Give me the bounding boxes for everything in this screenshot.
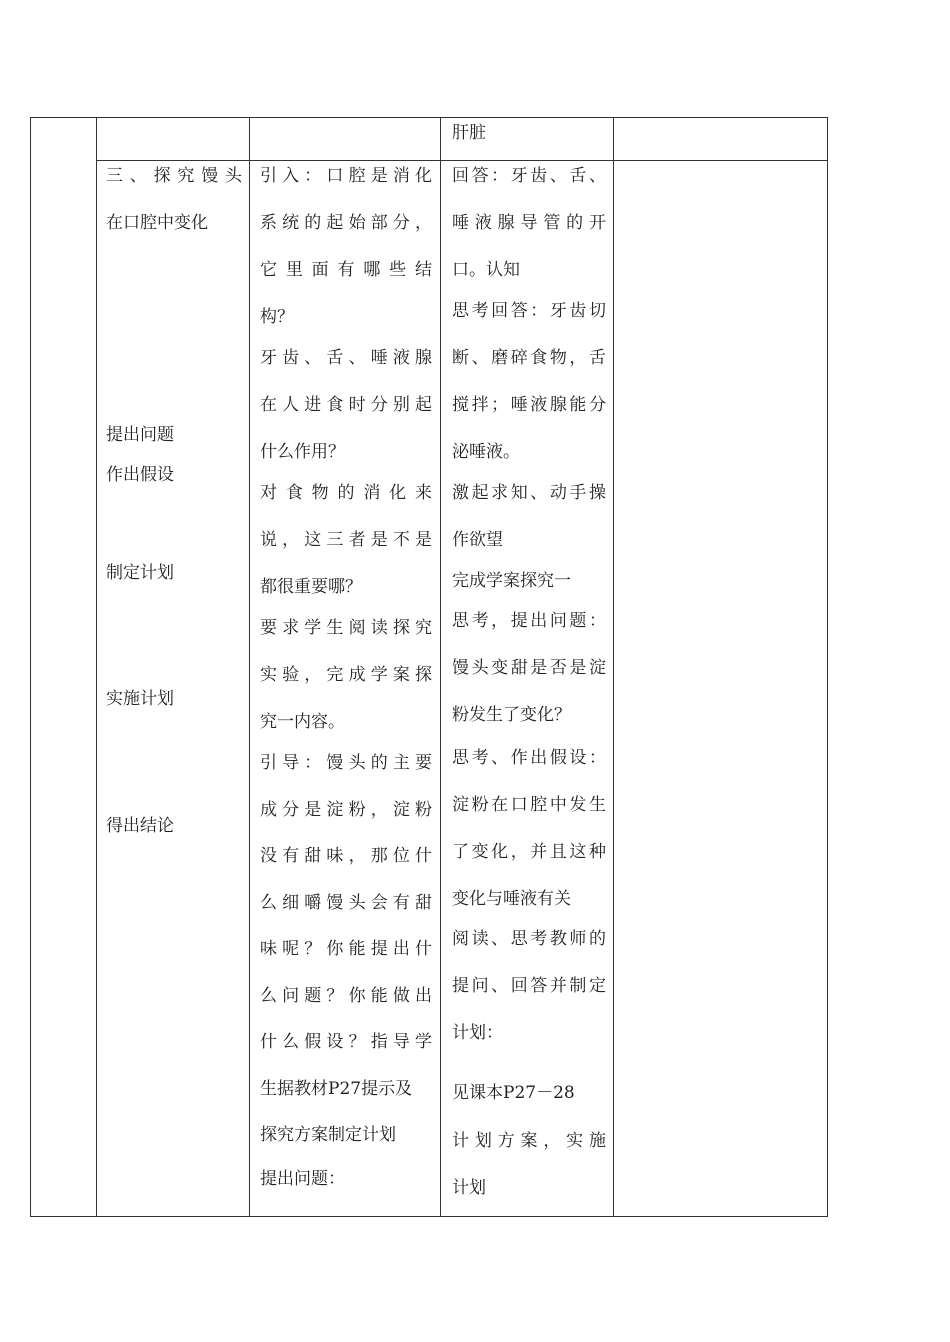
student-text-block-8: 见课本P27－28 [452,1083,575,1103]
student-text-block-6: 思考、作出假设： 淀粉在口腔中发生 了变化，并且这种 变化与唾液有关 [452,748,606,909]
step-label: 实施计划 [106,689,174,709]
step-label: 制定计划 [106,563,174,583]
teacher-text-block-1: 引入：口腔是消化 系统的起始部分， 它里面有哪些结 构？ [260,166,432,327]
teacher-text-block-3: 对食物的消化来 说，这三者是不是 都很重要哪？ [260,483,432,597]
student-text-block-3: 激起求知、动手操 作欲望 [452,483,606,550]
table-left-border [30,117,31,1217]
column-divider-1 [96,117,97,1217]
teacher-text-block-2: 牙齿、舌、唾液腺 在人进食时分别起 什么作用？ [260,348,432,462]
step-label: 得出结论 [106,816,174,836]
student-text-block-9: 计划方案，实施 计划 [452,1131,606,1198]
column-divider-3 [440,117,441,1217]
teacher-text-block-4: 要求学生阅读探究 实验，完成学案探 究一内容。 [260,618,432,732]
student-text-block-1: 回答：牙齿、舌、 唾液腺导管的开 口。认知 [452,166,606,280]
section-title [106,153,242,247]
step-label: 作出假设 [106,465,174,485]
column-divider-4 [613,117,614,1217]
row1-col4-text: 肝脏 [452,123,486,143]
student-text-block-4: 完成学案探究一 [452,571,571,591]
step-label: 提出问题 [106,425,174,445]
column-divider-2 [249,117,250,1217]
teacher-text-block-5: 引导：馒头的主要 成分是淀粉，淀粉 没有甜味，那位什 么细嚼馒头会有甜 味呢？你能提出什 么问题？你能做出 什么假设？指导学 生据教材P27提示及 探究方案制定计划 提出问题： [260,753,432,1189]
student-text-block-5: 思考，提出问题： 馒头变甜是否是淀 粉发生了变化？ [452,611,606,725]
student-text-block-7: 阅读、思考教师的 提问、回答并制定 计划： [452,929,606,1043]
section-title-line-1: 三、探究馒头 [106,166,242,186]
section-title-line-2: 在口腔中变化 [106,213,208,233]
table-top-border [30,117,828,118]
table-right-border [827,117,828,1217]
student-text-block-2: 思考回答：牙齿切 断、磨碎食物，舌 搅拌；唾液腺能分 泌唾液。 [452,301,606,462]
table-bottom-border [30,1216,828,1217]
